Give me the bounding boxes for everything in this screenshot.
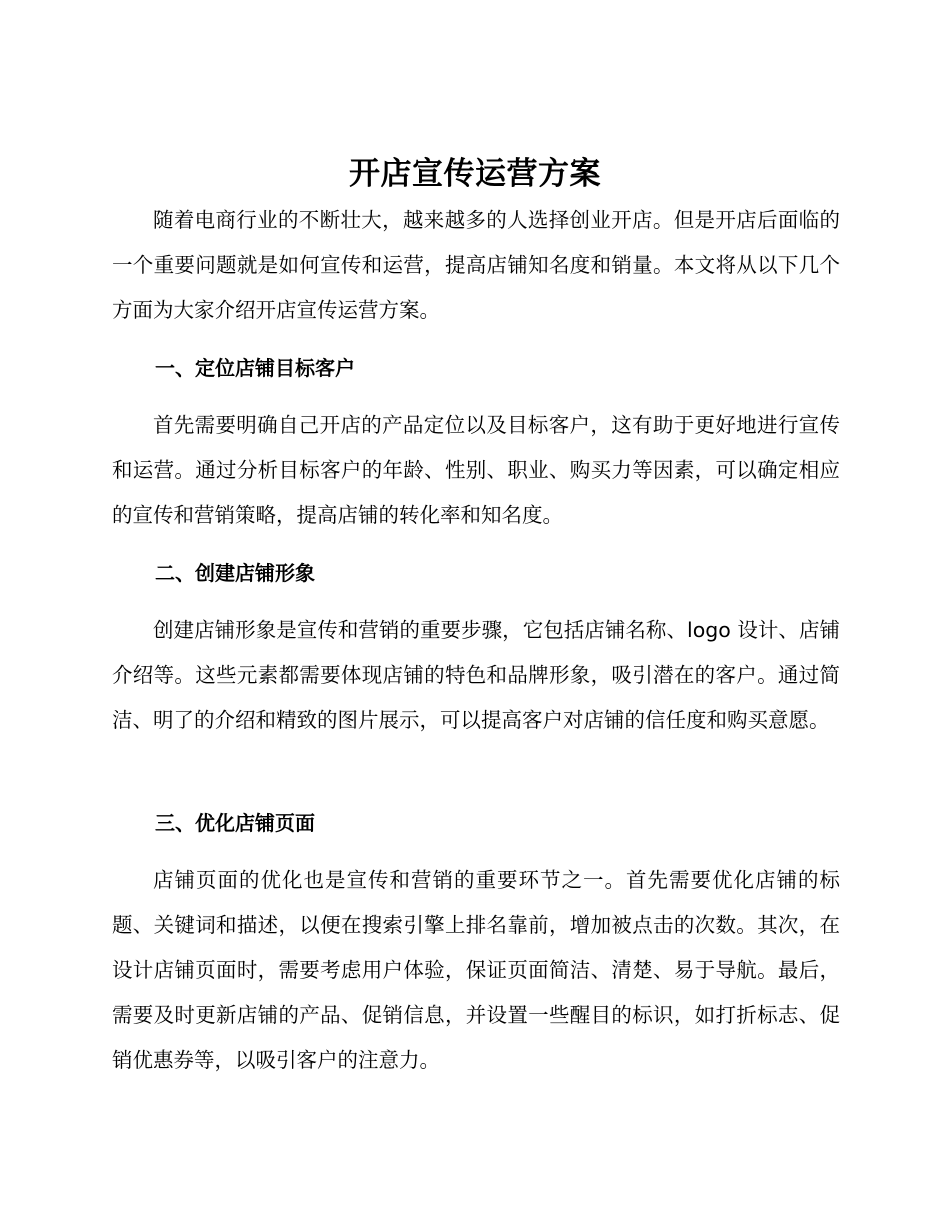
section-heading-target-customers: 一、定位店铺目标客户 xyxy=(155,356,355,380)
intro-paragraph: 随着电商行业的不断壮大，越来越多的人选择创业开店。但是开店后面临的一个重要问题就是如何宣传和运营，提高店铺知名度和销量。本文将从以下几个方面为大家介绍开店宣传运营方案。 xyxy=(112,208,840,322)
document-title: 开店宣传运营方案 xyxy=(349,156,601,192)
section-body-optimize-pages: 店铺页面的优化也是宣传和营销的重要环节之一。首先需要优化店铺的标题、关键词和描述，以便在搜索引擎上排名靠前，增加被点击的次数。其次，在设计店铺页面时，需要考虑用户体验，保证页面简洁、清楚、易于导航。最后，需要及时更新店铺的产品、促销信息，并设置一些醒目的标识，如打折标志、促销优惠券等，以吸引客户的注意力。 xyxy=(112,868,840,1072)
section-heading-store-image: 二、创建店铺形象 xyxy=(155,561,315,585)
section-body-target-customers: 首先需要明确自己开店的产品定位以及目标客户，这有助于更好地进行宣传和运营。通过分析目标客户的年龄、性别、职业、购买力等因素，可以确定相应的宣传和营销策略，提高店铺的转化率和知名度。 xyxy=(112,413,840,527)
section-body-store-image: 创建店铺形象是宣传和营销的重要步骤，它包括店铺名称、logo 设计、店铺介绍等。这些元素都需要体现店铺的特色和品牌形象，吸引潜在的客户。通过简洁、明了的介绍和精致的图片展示，可以提高客户对店铺的信任度和购买意愿。 xyxy=(112,618,840,732)
section-heading-optimize-pages: 三、优化店铺页面 xyxy=(155,811,315,835)
